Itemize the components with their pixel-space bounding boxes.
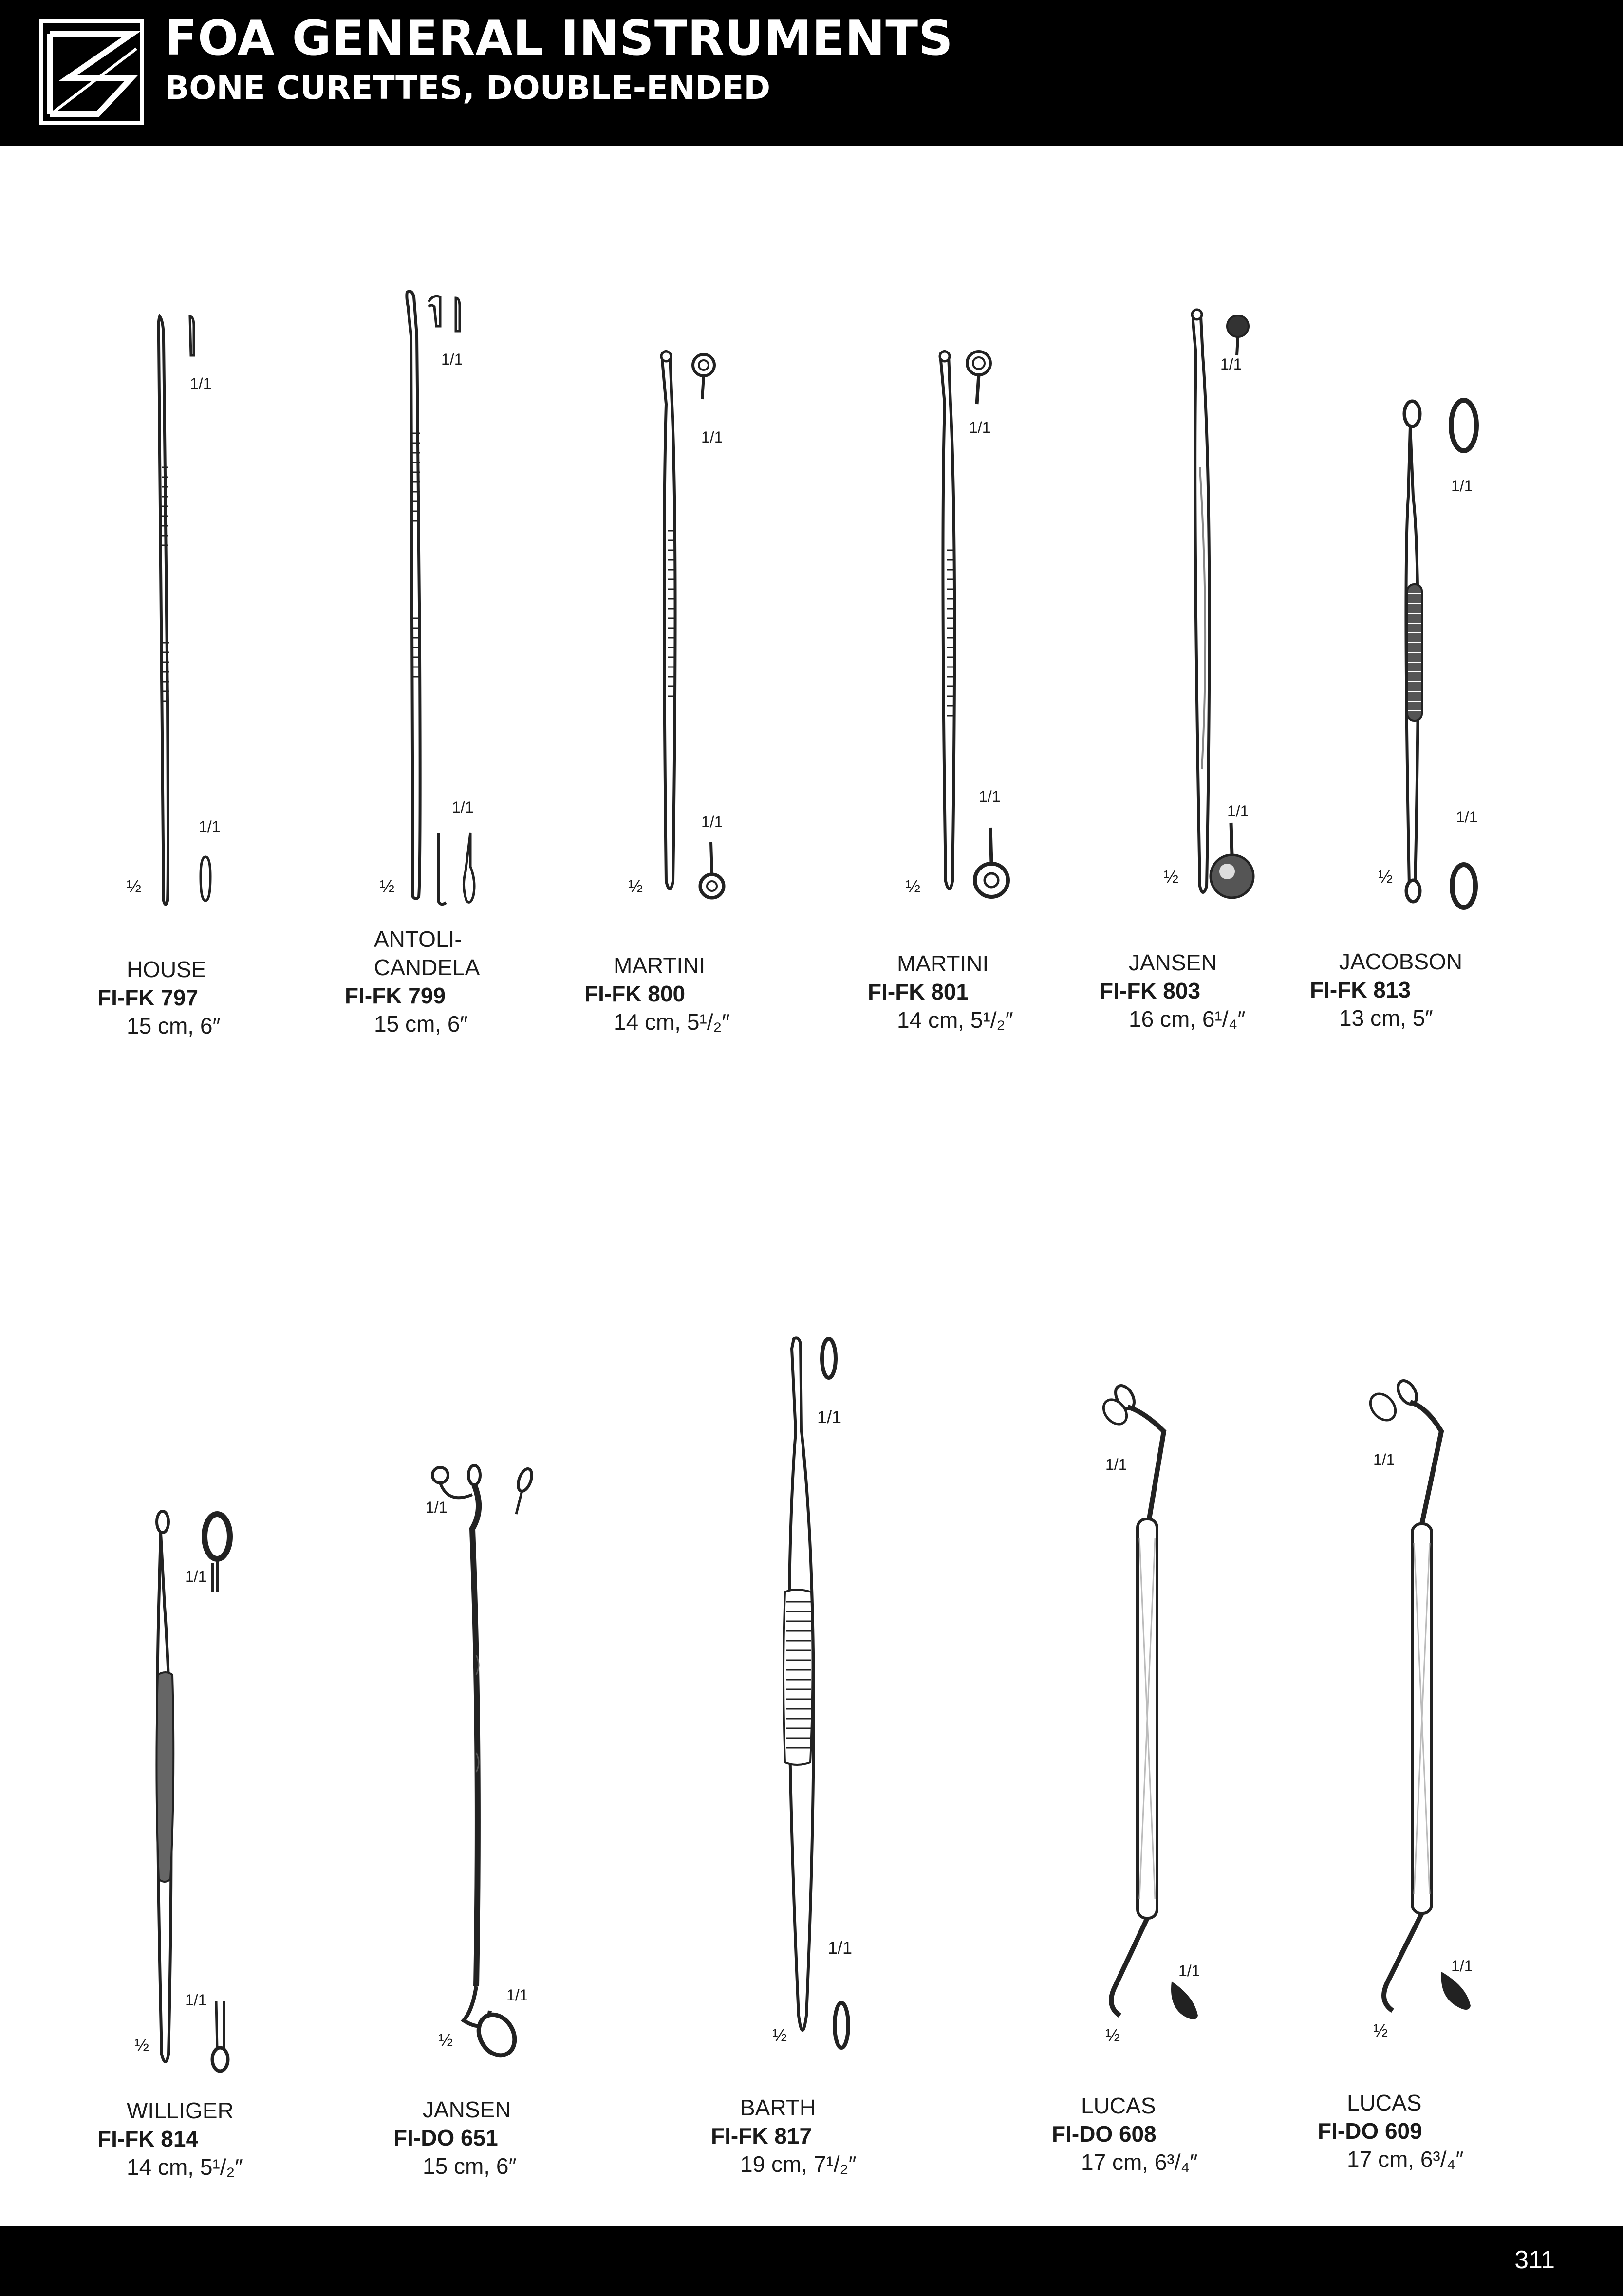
instrument-name: MARTINI	[614, 953, 706, 978]
catalog-number: FI-FK 801	[868, 979, 969, 1004]
catalog-number: FI-FK 799	[345, 983, 446, 1008]
instrument-caption	[97, 955, 221, 1040]
instrument-barth	[760, 1334, 906, 2069]
instrument-size: 19 cm, 7¹/₂″	[740, 2151, 857, 2177]
instrument-name: JACOBSON	[1339, 949, 1463, 974]
instrument-size: 14 cm, 5¹/₂″	[127, 2154, 243, 2180]
catalog-number: FI-FK 797	[97, 985, 199, 1010]
scale-label: ½	[1373, 2020, 1388, 2040]
catalog-number: FI-FK 817	[711, 2123, 812, 2148]
instrument-name: HOUSE	[127, 957, 206, 982]
scale-label: ½	[127, 876, 142, 896]
instrument-name: MARTINI	[897, 951, 989, 976]
instrument-williger	[127, 1509, 273, 2074]
scale-label: 1/1	[1456, 808, 1478, 826]
scale-label: ½	[906, 876, 921, 896]
page-subtitle: BONE CURETTES, DOUBLE-ENDED	[165, 69, 771, 107]
instrument-caption	[1100, 948, 1246, 1033]
scale-label: ½	[134, 2035, 149, 2055]
scale-label: 1/1	[701, 813, 723, 831]
scale-label: 1/1	[828, 1938, 853, 1958]
scale-label: 1/1	[185, 1991, 207, 2009]
catalog-number: FI-FK 814	[97, 2126, 199, 2151]
instrument-caption	[868, 949, 1013, 1034]
catalog-number: FI-DO 609	[1318, 2118, 1422, 2144]
scale-label: 1/1	[817, 1407, 842, 1427]
instrument-caption	[1310, 947, 1462, 1032]
scale-label: 1/1	[1105, 1456, 1127, 1473]
scale-label: 1/1	[701, 428, 723, 446]
foa-logo-icon	[39, 19, 144, 125]
instrument-caption	[97, 2096, 243, 2181]
curette-illustration-icon	[604, 346, 760, 910]
scale-label: 1/1	[426, 1499, 448, 1516]
instrument-name: LUCAS	[1081, 2093, 1156, 2118]
catalog-number: FI-FK 803	[1100, 978, 1201, 1003]
instrument-size: 14 cm, 5¹/₂″	[897, 1007, 1013, 1033]
instrument-martini-800	[604, 346, 760, 910]
instrument-name: LUCAS	[1347, 2090, 1422, 2115]
instrument-size: 14 cm, 5¹/₂″	[614, 1009, 730, 1035]
curette-illustration-icon	[97, 302, 253, 925]
scale-label: 1/1	[969, 419, 991, 436]
page-header	[0, 0, 1623, 146]
curette-illustration-icon	[127, 1509, 273, 2074]
instrument-name: ANTOLI-	[374, 926, 462, 952]
scale-label: 1/1	[1451, 477, 1473, 495]
instrument-name: JANSEN	[423, 2097, 511, 2122]
instrument-size: 17 cm, 6³/₄″	[1081, 2149, 1198, 2175]
scale-label: 1/1	[185, 1568, 207, 1585]
instrument-size: 15 cm, 6″	[423, 2153, 517, 2179]
curette-illustration-icon	[1359, 1378, 1514, 2059]
catalog-number: FI-FK 813	[1310, 977, 1411, 1002]
curette-illustration-icon	[760, 1334, 906, 2069]
scale-label: 1/1	[1227, 802, 1249, 820]
scale-label: 1/1	[1178, 1962, 1200, 1980]
instrument-size: 15 cm, 6″	[374, 1011, 468, 1037]
scale-label: 1/1	[441, 351, 463, 368]
scale-label: 1/1	[190, 375, 212, 392]
instrument-name: JANSEN	[1129, 950, 1217, 975]
scale-label: ½	[1378, 867, 1393, 887]
scale-label: 1/1	[1220, 355, 1242, 373]
scale-label: ½	[1105, 2025, 1120, 2045]
curette-illustration-icon	[419, 1461, 575, 2074]
catalog-number: FI-DO 608	[1052, 2121, 1157, 2147]
instrument-caption	[393, 2095, 517, 2180]
page-footer	[0, 2226, 1623, 2296]
instrument-caption	[711, 2093, 857, 2178]
scale-label: 1/1	[506, 1986, 528, 2004]
scale-label: 1/1	[1373, 1451, 1395, 1468]
curette-illustration-icon	[1086, 1383, 1242, 2064]
scale-label: ½	[438, 2030, 453, 2050]
instrument-name: CANDELA	[374, 955, 480, 980]
instrument-caption	[345, 925, 480, 1038]
instrument-caption	[1052, 2092, 1198, 2176]
instrument-house	[97, 302, 253, 925]
curette-illustration-icon	[881, 346, 1037, 910]
curette-illustration-icon	[1383, 399, 1529, 910]
instrument-size: 16 cm, 6¹/₄″	[1129, 1006, 1246, 1032]
instrument-size: 15 cm, 6″	[127, 1013, 221, 1038]
instrument-martini-801	[881, 346, 1037, 910]
instrument-lucas-609	[1359, 1378, 1514, 2059]
page-number: 311	[1514, 2246, 1555, 2274]
scale-label: 1/1	[1451, 1957, 1473, 1975]
instrument-lucas-608	[1086, 1383, 1242, 2064]
scale-label: ½	[380, 876, 395, 896]
instrument-size: 13 cm, 5″	[1339, 1005, 1433, 1031]
instrument-jansen-803	[1149, 307, 1315, 910]
scale-label: ½	[1164, 867, 1179, 887]
instrument-name: WILLIGER	[127, 2098, 234, 2123]
instrument-antoli-candela	[346, 287, 521, 920]
instrument-caption	[584, 951, 730, 1036]
instrument-size: 17 cm, 6³/₄″	[1347, 2147, 1464, 2172]
curette-illustration-icon	[346, 287, 521, 920]
instrument-name: BARTH	[740, 2095, 816, 2120]
instrument-caption	[1318, 2089, 1464, 2173]
scale-label: ½	[772, 2025, 787, 2045]
catalog-number: FI-DO 651	[393, 2125, 498, 2150]
scale-label: 1/1	[979, 788, 1001, 805]
page-title: FOA GENERAL INSTRUMENTS	[165, 11, 953, 66]
instrument-jansen-651	[419, 1461, 575, 2074]
instrument-jacobson	[1378, 399, 1529, 910]
scale-label: 1/1	[452, 798, 474, 816]
scale-label: ½	[628, 876, 643, 896]
scale-label: 1/1	[199, 818, 221, 835]
catalog-number: FI-FK 800	[584, 981, 686, 1006]
